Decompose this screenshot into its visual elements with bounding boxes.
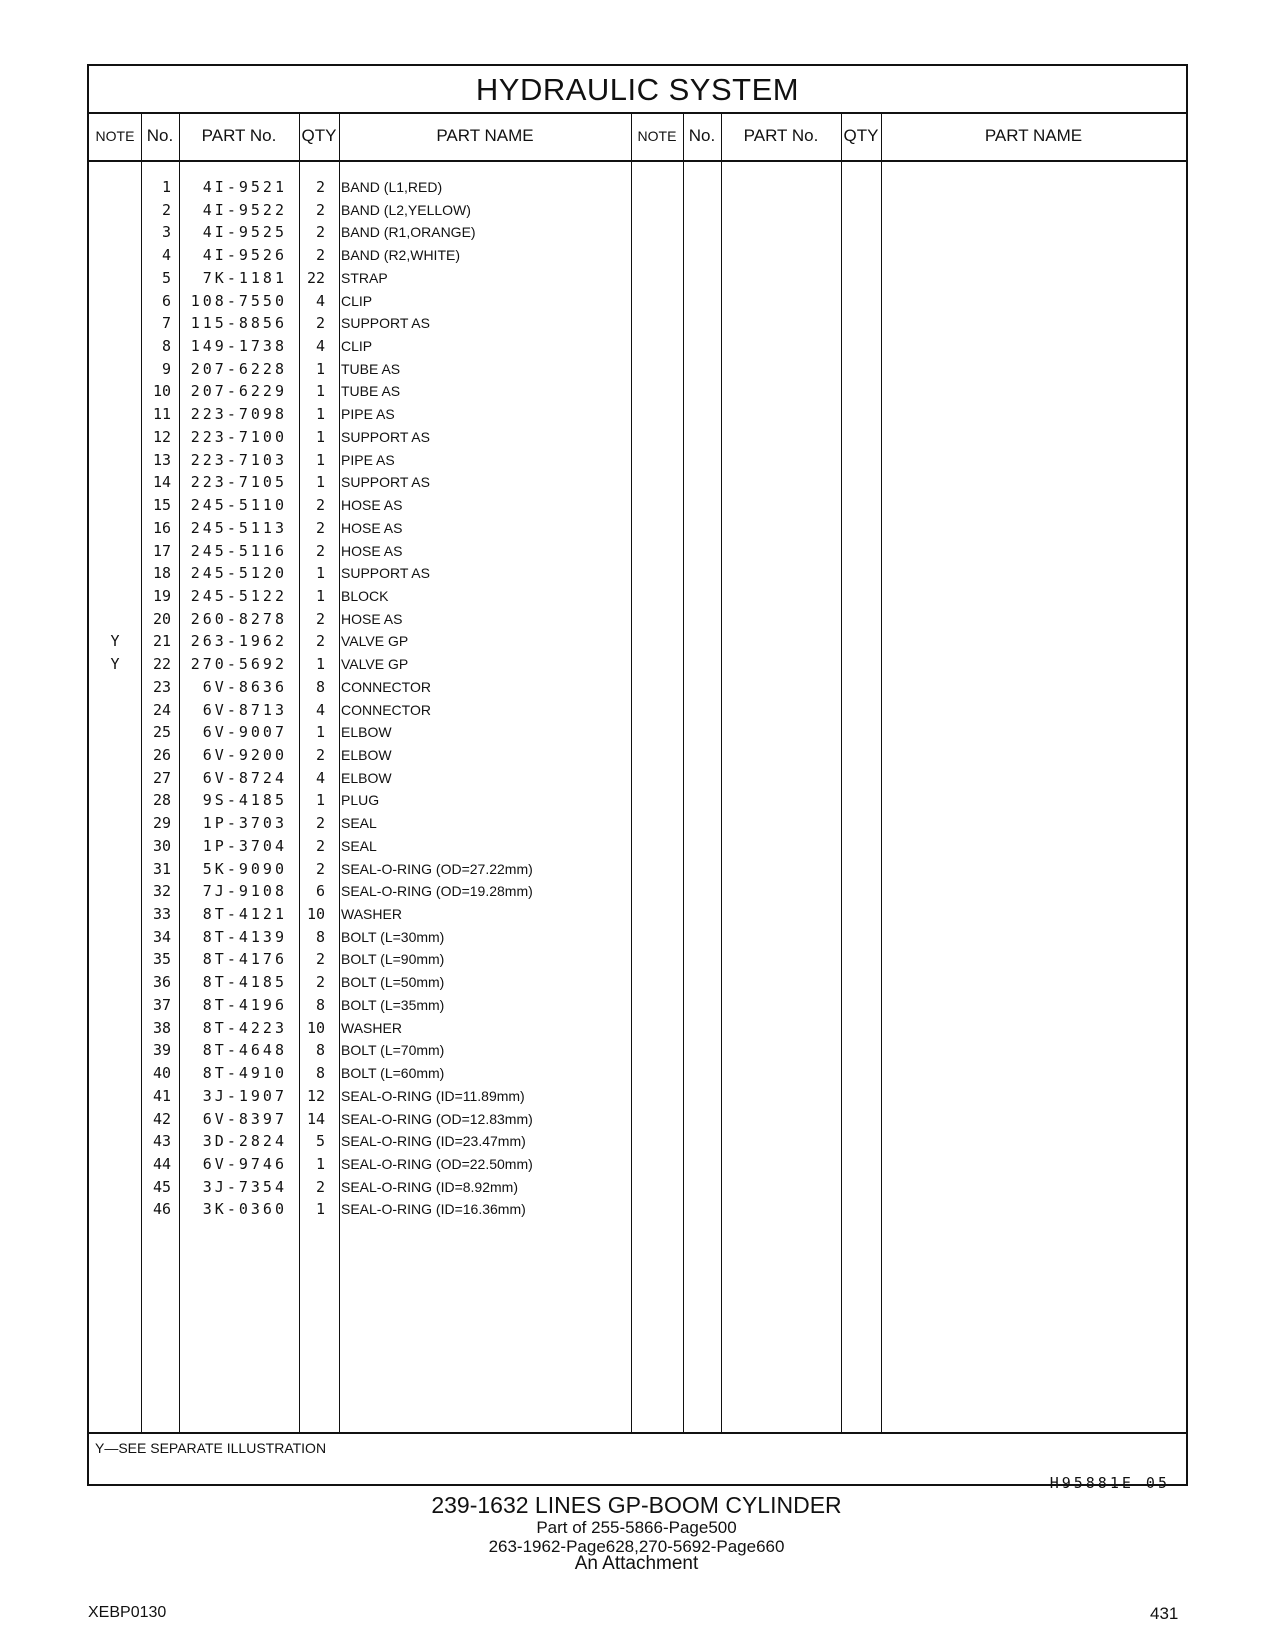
quantity-cell: 2	[315, 632, 325, 651]
note-cell: Y	[110, 632, 120, 651]
part-name-cell: WASHER	[341, 1019, 402, 1036]
part-name-cell: BOLT (L=60mm)	[341, 1065, 445, 1082]
quantity-cell: 2	[315, 200, 325, 219]
quantity-cell: 2	[315, 518, 325, 537]
part-name-cell: ELBOW	[341, 747, 392, 763]
part-name-cell: SEAL-O-RING (OD=19.28mm)	[341, 883, 533, 900]
item-number-cell: 26	[152, 746, 171, 764]
item-number-cell: 3	[161, 223, 171, 242]
item-number-cell: 42	[152, 1109, 171, 1128]
header-qty-left: QTY	[301, 126, 337, 145]
header-part-no-left: PART No.	[201, 126, 277, 145]
part-name-cell: SUPPORT AS	[341, 315, 430, 332]
quantity-cell: 22	[306, 268, 325, 287]
column-divider	[721, 114, 722, 1434]
quantity-cell: 2	[315, 609, 325, 628]
quantity-cell: 1	[315, 405, 325, 424]
part-name-cell: ELBOW	[341, 769, 392, 786]
table-header	[89, 114, 1186, 162]
quantity-cell: 8	[315, 1041, 325, 1060]
quantity-cell: 2	[315, 836, 325, 855]
part-number-cell: 3J-7354	[202, 1177, 287, 1196]
part-name-cell: HOSE AS	[341, 610, 403, 627]
item-number-cell: 11	[152, 405, 171, 424]
part-number-cell: 8T-4121	[202, 905, 287, 924]
part-name-cell: PLUG	[341, 792, 380, 809]
part-name-cell: HOSE AS	[341, 497, 403, 514]
quantity-cell: 10	[306, 905, 325, 924]
quantity-cell: 4	[315, 700, 325, 719]
header-part-name-left: PART NAME	[436, 126, 534, 145]
part-number-cell: 207-6228	[190, 359, 287, 378]
item-number-cell: 10	[152, 382, 171, 401]
part-name-cell: CONNECTOR	[341, 678, 431, 695]
item-number-cell: 14	[152, 473, 171, 492]
part-number-cell: 8T-4196	[202, 995, 287, 1014]
caption-references: 263-1962-Page628,270-5692-Page660	[488, 1537, 785, 1556]
quantity-cell: 1	[315, 564, 325, 583]
quantity-cell: 1	[315, 450, 325, 469]
item-number-cell: 45	[152, 1177, 171, 1196]
item-number-cell: 41	[152, 1086, 171, 1105]
part-name-cell: SUPPORT AS	[341, 474, 430, 491]
part-name-cell: BAND (L2,YELLOW)	[341, 201, 471, 218]
quantity-cell: 2	[315, 950, 325, 969]
column-divider	[339, 114, 340, 1434]
item-number-cell: 8	[161, 337, 171, 356]
page-number: 431	[1150, 1604, 1179, 1623]
part-name-cell: BLOCK	[341, 587, 389, 604]
quantity-cell: 1	[315, 359, 325, 378]
part-number-cell: 6V-9007	[202, 723, 287, 742]
item-number-cell: 1	[161, 178, 171, 196]
part-number-cell: 245-5110	[190, 496, 287, 515]
part-name-cell: CLIP	[341, 292, 373, 309]
document-id: XEBP0130	[88, 1604, 167, 1621]
part-number-cell: 8T-4910	[202, 1064, 287, 1083]
item-number-cell: 37	[152, 995, 171, 1014]
item-number-cell: 19	[152, 586, 171, 605]
part-number-cell: 245-5116	[190, 541, 287, 560]
item-number-cell: 38	[152, 1018, 171, 1037]
item-number-cell: 23	[152, 677, 171, 696]
item-number-cell: 36	[152, 973, 171, 992]
item-number-cell: 21	[152, 632, 171, 651]
header-part-name-right: PART NAME	[984, 126, 1083, 145]
quantity-cell: 14	[306, 1109, 325, 1128]
item-number-cell: 15	[152, 496, 171, 515]
part-number-cell: 223-7103	[190, 450, 287, 469]
part-number-cell: 8T-4223	[202, 1018, 287, 1037]
item-number-cell: 9	[161, 359, 171, 378]
quantity-cell: 1	[315, 1154, 325, 1173]
part-number-cell: 4I-9521	[202, 178, 287, 196]
header-no-right: No.	[688, 126, 716, 145]
header-qty-right: QTY	[843, 126, 879, 145]
part-name-cell: SEAL	[341, 837, 377, 854]
part-number-cell: 149-1738	[190, 337, 287, 356]
quantity-cell: 2	[315, 814, 325, 833]
part-name-cell: SEAL-O-RING (ID=23.47mm)	[341, 1133, 526, 1150]
part-number-cell: 207-6229	[190, 382, 287, 401]
part-number-cell: 4I-9525	[202, 223, 287, 242]
part-number-cell: 1P-3703	[202, 814, 287, 833]
part-name-cell: SEAL-O-RING (OD=27.22mm)	[341, 860, 533, 877]
part-number-cell: 223-7100	[190, 427, 287, 446]
part-name-cell: CONNECTOR	[341, 701, 431, 718]
part-number-cell: 9S-4185	[202, 791, 287, 810]
part-number-cell: 270-5692	[190, 655, 287, 674]
part-number-cell: 7K-1181	[202, 268, 287, 287]
quantity-cell: 1	[315, 791, 325, 810]
footnote: Y—SEE SEPARATE ILLUSTRATION	[95, 1440, 327, 1456]
part-name-cell: BOLT (L=70mm)	[341, 1042, 445, 1059]
part-name-cell: SUPPORT AS	[341, 565, 430, 582]
part-name-cell: WASHER	[341, 906, 402, 923]
part-name-cell: SEAL-O-RING (OD=22.50mm)	[341, 1155, 533, 1172]
quantity-cell: 2	[315, 541, 325, 560]
part-name-cell: BAND (R2,WHITE)	[341, 247, 460, 264]
item-number-cell: 24	[152, 700, 171, 719]
part-number-cell: 4I-9522	[202, 200, 287, 219]
quantity-cell: 8	[315, 677, 325, 696]
part-name-cell: PIPE AS	[341, 406, 395, 423]
quantity-cell: 10	[306, 1018, 325, 1037]
part-name-cell: SUPPORT AS	[341, 428, 430, 445]
part-name-cell: SEAL	[341, 815, 377, 832]
part-name-cell: BOLT (L=35mm)	[341, 996, 445, 1013]
item-number-cell: 22	[152, 655, 171, 674]
part-number-cell: 223-7098	[190, 405, 287, 424]
part-number-cell: 263-1962	[190, 632, 287, 651]
quantity-cell: 1	[315, 473, 325, 492]
part-number-cell: 5K-9090	[202, 859, 287, 878]
item-number-cell: 32	[152, 882, 171, 901]
quantity-cell: 2	[315, 1177, 325, 1196]
quantity-cell: 5	[315, 1132, 325, 1151]
item-number-cell: 13	[152, 450, 171, 469]
quantity-cell: 8	[315, 927, 325, 946]
part-name-cell: PIPE AS	[341, 451, 395, 468]
quantity-cell: 2	[315, 178, 325, 196]
part-name-cell: ELBOW	[341, 724, 392, 741]
part-number-cell: 7J-9108	[202, 882, 287, 901]
item-number-cell: 27	[152, 768, 171, 787]
part-name-cell: VALVE GP	[341, 656, 409, 673]
item-number-cell: 30	[152, 836, 171, 855]
quantity-cell: 4	[315, 768, 325, 787]
item-number-cell: 28	[152, 791, 171, 810]
item-number-cell: 31	[152, 859, 171, 878]
quantity-cell: 2	[315, 746, 325, 764]
caption-title: 239-1632 LINES GP-BOOM CYLINDER	[431, 1492, 842, 1518]
item-number-cell: 17	[152, 541, 171, 560]
item-number-cell: 2	[161, 200, 171, 219]
item-number-cell: 35	[152, 950, 171, 969]
item-number-cell: 4	[161, 246, 171, 265]
quantity-cell: 12	[306, 1086, 325, 1105]
part-number-cell: 245-5120	[190, 564, 287, 583]
part-name-cell: SEAL-O-RING (ID=11.89mm)	[341, 1087, 525, 1104]
column-divider	[841, 114, 842, 1434]
quantity-cell: 2	[315, 496, 325, 515]
part-number-cell: 6V-8724	[202, 768, 287, 787]
header-note-left: NOTE	[95, 128, 135, 144]
quantity-cell: 8	[315, 1064, 325, 1083]
item-number-cell: 29	[152, 814, 171, 833]
quantity-cell: 2	[315, 859, 325, 878]
part-name-cell: HOSE AS	[341, 519, 403, 536]
quantity-cell: 1	[315, 382, 325, 401]
quantity-cell: 8	[315, 995, 325, 1014]
quantity-cell: 1	[315, 723, 325, 742]
part-number-cell: 6V-8636	[202, 677, 287, 696]
quantity-cell: 2	[315, 223, 325, 242]
illustration-code: H95881E 05	[1049, 1474, 1170, 1492]
note-cell: Y	[110, 655, 120, 674]
part-number-cell: 6V-9746	[202, 1154, 287, 1173]
part-number-cell: 245-5122	[190, 586, 287, 605]
part-number-cell: 108-7550	[190, 291, 287, 310]
part-name-cell: HOSE AS	[341, 542, 403, 559]
caption-part-of: Part of 255-5866-Page500	[536, 1518, 737, 1537]
item-number-cell: 7	[161, 314, 171, 333]
table-bottom-rule	[89, 1432, 1186, 1434]
part-name-cell: VALVE GP	[341, 633, 409, 650]
item-number-cell: 25	[152, 723, 171, 742]
part-number-cell: 1P-3704	[202, 836, 287, 855]
part-number-cell: 8T-4139	[202, 927, 287, 946]
header-part-no-right: PART No.	[743, 126, 819, 145]
caption-attachment: An Attachment	[574, 1553, 699, 1574]
item-number-cell: 6	[161, 291, 171, 310]
quantity-cell: 2	[315, 314, 325, 333]
part-number-cell: 8T-4648	[202, 1041, 287, 1060]
item-number-cell: 20	[152, 609, 171, 628]
part-name-cell: CLIP	[341, 338, 373, 355]
part-number-cell: 115-8856	[190, 314, 287, 333]
item-number-cell: 39	[152, 1041, 171, 1060]
item-number-cell: 5	[161, 268, 171, 287]
part-number-cell: 223-7105	[190, 473, 287, 492]
item-number-cell: 34	[152, 927, 171, 946]
part-number-cell: 3K-0360	[202, 1200, 287, 1219]
quantity-cell: 4	[315, 337, 325, 356]
quantity-cell: 2	[315, 246, 325, 265]
quantity-cell: 1	[315, 586, 325, 605]
part-name-cell: STRAP	[341, 269, 388, 286]
part-number-cell: 6V-9200	[202, 746, 287, 764]
header-no-left: No.	[146, 126, 174, 145]
item-number-cell: 18	[152, 564, 171, 583]
part-name-cell: SEAL-O-RING (ID=8.92mm)	[341, 1178, 518, 1195]
part-name-cell: SEAL-O-RING (OD=12.83mm)	[341, 1110, 533, 1127]
section-title: HYDRAULIC SYSTEM	[89, 66, 1186, 114]
item-number-cell: 40	[152, 1064, 171, 1083]
part-name-cell: BAND (R1,ORANGE)	[341, 224, 476, 241]
item-number-cell: 33	[152, 905, 171, 924]
quantity-cell: 6	[315, 882, 325, 901]
item-number-cell: 46	[152, 1200, 171, 1219]
part-number-cell: 6V-8397	[202, 1109, 287, 1128]
part-name-cell: TUBE AS	[341, 360, 401, 377]
part-name-cell: BOLT (L=50mm)	[341, 974, 445, 991]
part-number-cell: 6V-8713	[202, 700, 287, 719]
part-number-cell: 8T-4185	[202, 973, 287, 992]
column-divider	[881, 114, 882, 1434]
part-name-cell: BOLT (L=30mm)	[341, 928, 445, 945]
part-name-cell: BAND (L1,RED)	[341, 179, 443, 195]
part-number-cell: 3J-1907	[202, 1086, 287, 1105]
part-name-cell: BOLT (L=90mm)	[341, 951, 445, 968]
part-number-cell: 245-5113	[190, 518, 287, 537]
part-number-cell: 3D-2824	[202, 1132, 287, 1151]
item-number-cell: 43	[152, 1132, 171, 1151]
item-number-cell: 16	[152, 518, 171, 537]
part-number-cell: 8T-4176	[202, 950, 287, 969]
quantity-cell: 4	[315, 291, 325, 310]
part-number-cell: 4I-9526	[202, 246, 287, 265]
part-name-cell: TUBE AS	[341, 383, 401, 400]
item-number-cell: 44	[152, 1154, 171, 1173]
quantity-cell: 2	[315, 973, 325, 992]
quantity-cell: 1	[315, 655, 325, 674]
parts-table-frame	[87, 64, 1188, 1492]
item-number-cell: 12	[152, 427, 171, 446]
quantity-cell: 1	[315, 1200, 325, 1219]
part-name-cell: SEAL-O-RING (ID=16.36mm)	[341, 1201, 526, 1218]
header-note-right: NOTE	[637, 128, 677, 144]
part-number-cell: 260-8278	[190, 609, 287, 628]
quantity-cell: 1	[315, 427, 325, 446]
